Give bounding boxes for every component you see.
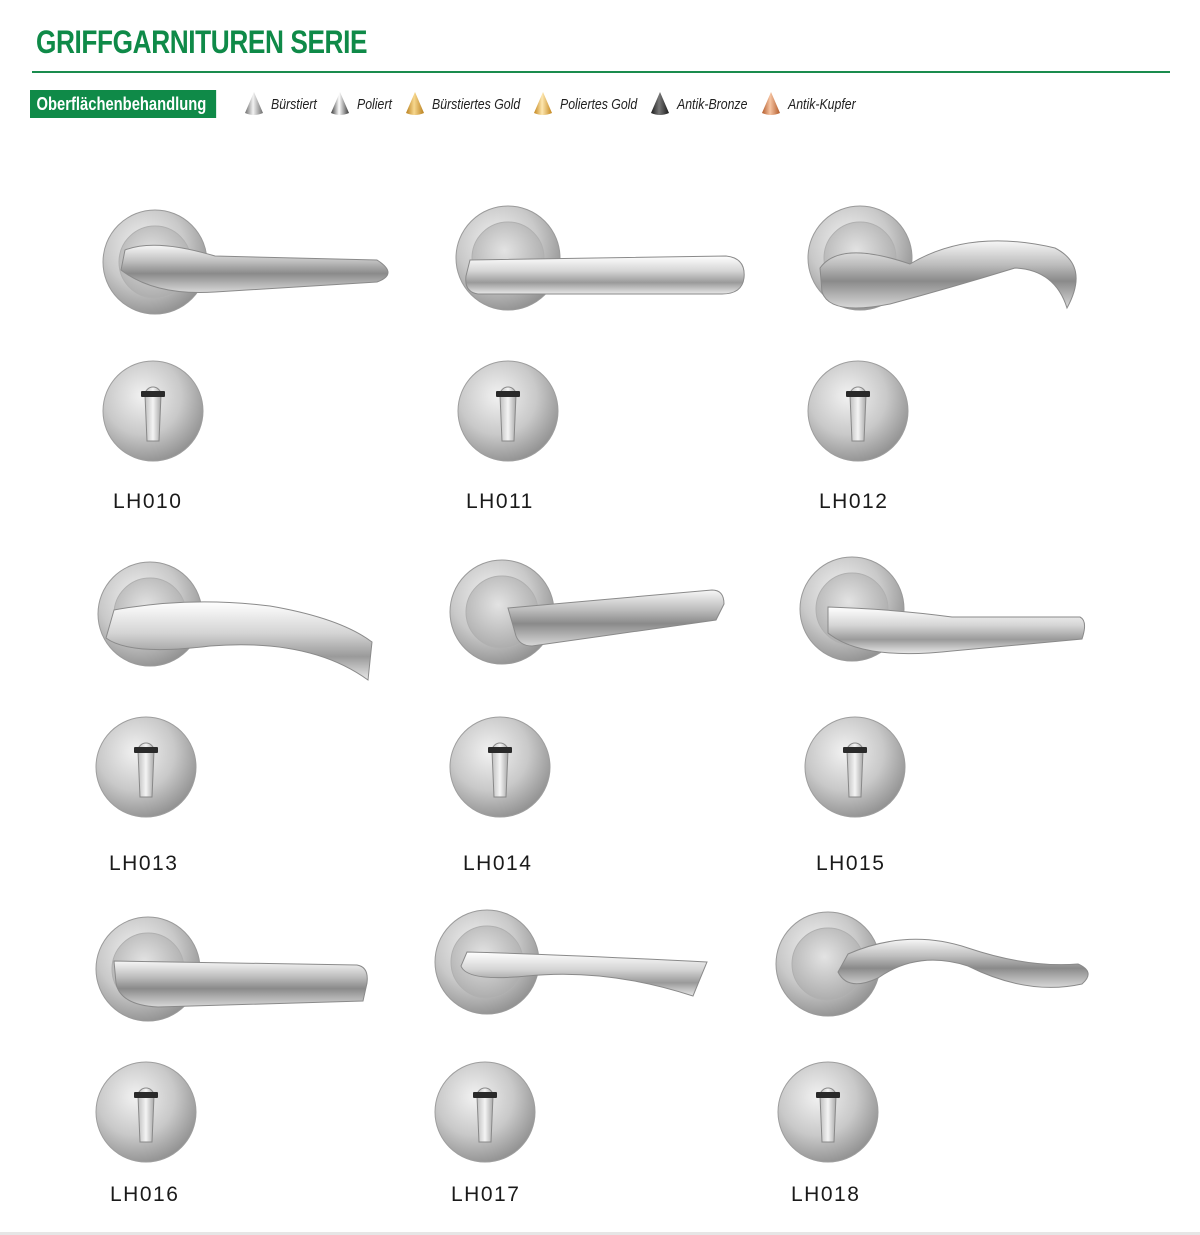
product-lh018 [776, 912, 1088, 1162]
finish-swatch-label: Bürstiert [271, 95, 317, 113]
page-title: GRIFFGARNITUREN SERIE [36, 24, 368, 60]
lever-handle [466, 256, 744, 294]
finish-swatch-label: Poliert [356, 95, 392, 113]
key-slot [496, 391, 520, 397]
product-code: LH017 [451, 1183, 521, 1206]
finish-swatch-label: Antik-Kupfer [787, 95, 856, 113]
finish-swatch-label: Bürstiertes Gold [431, 95, 520, 113]
key-slot [816, 1092, 840, 1098]
key-slot [134, 747, 158, 753]
product-code: LH018 [791, 1183, 861, 1206]
product-lh010 [103, 210, 388, 461]
product-code: LH015 [816, 852, 886, 875]
finish-swatch-label: Poliertes Gold [559, 95, 638, 113]
key-slot [473, 1092, 497, 1098]
key-slot [843, 747, 867, 753]
key-slot [141, 391, 165, 397]
key-slot [134, 1092, 158, 1098]
product-lh015 [800, 557, 1085, 817]
product-code: LH016 [110, 1183, 180, 1206]
product-lh014 [450, 560, 724, 817]
product-code: LH010 [113, 490, 183, 513]
key-slot [846, 391, 870, 397]
lever-handle [828, 607, 1085, 654]
finish-legend-label: Oberflächenbehandlung [30, 90, 216, 118]
lever-handle [106, 602, 372, 680]
product-lh011 [456, 206, 744, 461]
lever-handle [121, 245, 388, 292]
product-code: LH013 [109, 852, 179, 875]
product-lh016 [96, 917, 367, 1162]
product-lh012 [808, 206, 1076, 461]
product-code: LH011 [466, 490, 534, 513]
lever-handle [114, 961, 367, 1007]
finish-swatch-label: Antik-Bronze [677, 95, 748, 113]
product-code: LH012 [819, 490, 889, 513]
product-code: LH014 [463, 852, 533, 875]
product-lh017 [435, 910, 707, 1162]
key-slot [488, 747, 512, 753]
product-lh013 [96, 562, 372, 817]
